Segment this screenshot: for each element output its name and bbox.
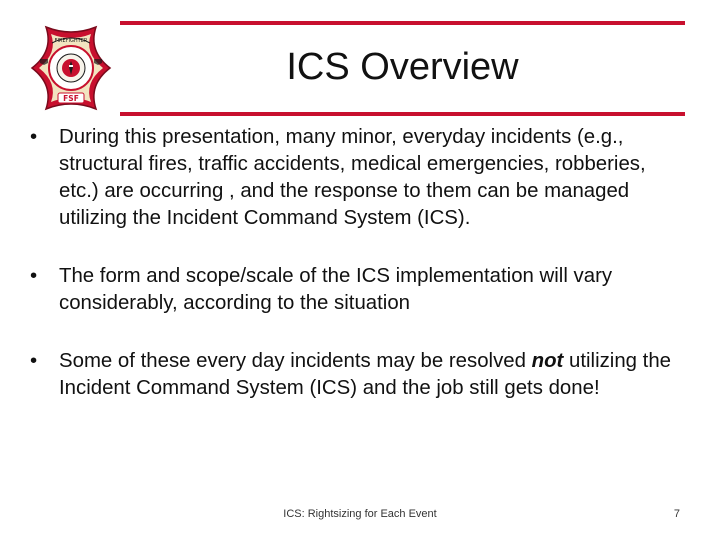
footer-text: ICS: Rightsizing for Each Event bbox=[283, 508, 437, 520]
svg-text:FIREFIGHTER: FIREFIGHTER bbox=[54, 38, 88, 44]
slide-title: ICS Overview bbox=[286, 46, 519, 88]
bullet-list bbox=[30, 124, 690, 402]
svg-text:FSF: FSF bbox=[63, 94, 79, 103]
fire-service-logo-icon bbox=[28, 23, 114, 113]
title-rule-bottom bbox=[120, 112, 685, 116]
bullet-dot-icon: • bbox=[30, 350, 38, 372]
page-number: 7 bbox=[673, 508, 680, 520]
title-rule-top bbox=[120, 21, 685, 25]
bullet-text: The form and scope/scale of the ICS implementation will vary considerably, according to the situation bbox=[59, 265, 613, 314]
bullet-dot-icon: • bbox=[30, 265, 38, 287]
bullet-emphasis: not bbox=[531, 350, 564, 372]
bullet-dot-icon: • bbox=[30, 126, 38, 148]
bullet-item bbox=[30, 348, 690, 402]
bullet-item bbox=[30, 124, 690, 232]
bullet-text-after: utilizing the Incident Command System (ICS) and the job still gets done! bbox=[59, 350, 672, 399]
maltese-cross-icon bbox=[28, 23, 114, 113]
bullet-text: During this presentation, many minor, everyday incidents (e.g., structural fires, traffic accidents, medical emergencies, robberies, etc.) are occurring , and the response to them can be managed utilizing the Incident Command System (ICS). bbox=[59, 126, 646, 229]
bullet-text-before: Some of these every day incidents may be resolved bbox=[59, 350, 532, 372]
bullet-item bbox=[30, 263, 690, 317]
